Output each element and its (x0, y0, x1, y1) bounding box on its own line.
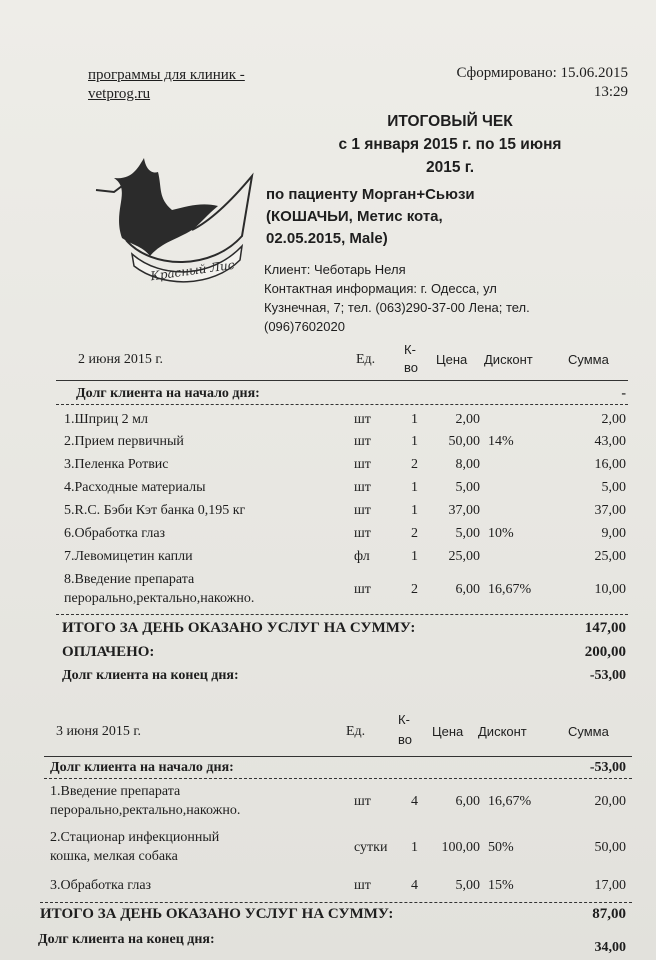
title-line-2: с 1 января 2015 г. по 15 июня (338, 136, 562, 153)
item-name-line-2: перорально,ректально,накожно. (64, 591, 255, 606)
item-unit: сутки (354, 840, 388, 855)
item-sum: 9,00 (601, 526, 626, 541)
item-sum: 37,00 (594, 503, 626, 518)
item-name: 2.Прием первичный (64, 434, 184, 449)
item-sum: 17,00 (594, 878, 626, 893)
item-sum: 50,00 (594, 840, 626, 855)
item-qty: 1 (411, 412, 418, 427)
col-unit: Ед. (346, 724, 366, 739)
item-qty: 4 (411, 878, 418, 893)
divider (56, 614, 628, 615)
item-unit: шт (354, 582, 371, 597)
item-qty: 1 (411, 549, 418, 564)
day2-debt-end-value: 34,00 (594, 940, 626, 955)
item-name: 1.Введение препарата (50, 784, 181, 799)
day1-debt-end-value: -53,00 (589, 668, 626, 683)
day1-total-label: ИТОГО ЗА ДЕНЬ ОКАЗАНО УСЛУГ НА СУММУ: (62, 620, 416, 636)
item-discount: 15% (488, 878, 514, 893)
divider (44, 778, 632, 779)
day2-debt-start-value: -53,00 (589, 760, 626, 775)
item-unit: фл (354, 549, 370, 564)
item-name: 4.Расходные материалы (64, 480, 206, 495)
item-sum: 43,00 (594, 434, 626, 449)
item-discount: 16,67% (488, 582, 532, 597)
item-price: 5,00 (455, 878, 480, 893)
title-line-1: ИТОГОВЫЙ ЧЕК (387, 113, 513, 130)
item-price: 2,00 (455, 412, 480, 427)
item-name: 6.Обработка глаз (64, 526, 166, 541)
item-qty: 1 (411, 434, 418, 449)
col-qty-1: К- (398, 712, 410, 727)
item-price: 37,00 (448, 503, 480, 518)
divider (40, 902, 632, 903)
item-qty: 2 (411, 526, 418, 541)
col-unit: Ед. (356, 352, 376, 367)
item-price: 50,00 (448, 434, 480, 449)
col-price: Цена (436, 352, 468, 367)
item-qty: 1 (411, 480, 418, 495)
vetprog-link[interactable] (88, 66, 245, 104)
item-name: 3.Пеленка Ротвис (64, 457, 169, 472)
item-price: 25,00 (448, 549, 480, 564)
item-name-line-2: кошка, мелкая собака (50, 849, 178, 864)
item-sum: 2,00 (601, 412, 626, 427)
patient-info (266, 184, 626, 250)
col-discount: Дисконт (478, 724, 527, 739)
col-discount: Дисконт (484, 352, 533, 367)
item-sum: 16,00 (594, 457, 626, 472)
item-unit: шт (354, 480, 371, 495)
item-name: 1.Шприц 2 мл (64, 412, 148, 427)
item-sum: 5,00 (601, 480, 626, 495)
item-unit: шт (354, 434, 371, 449)
item-price: 6,00 (455, 794, 480, 809)
col-sum: Сумма (568, 724, 609, 739)
item-sum: 25,00 (594, 549, 626, 564)
item-discount: 14% (488, 434, 514, 449)
item-discount: 16,67% (488, 794, 532, 809)
client-info (264, 260, 634, 336)
item-unit: шт (354, 878, 371, 893)
col-sum: Сумма (568, 352, 609, 367)
item-unit: шт (354, 503, 371, 518)
item-price: 100,00 (441, 840, 480, 855)
day1-debt-start-value: - (621, 386, 626, 401)
formed-time: 13:29 (593, 84, 628, 100)
title-line-3: 2015 г. (426, 159, 474, 176)
patient-line-1: по пациенту Морган+Сьюзи (266, 186, 475, 203)
item-sum: 10,00 (594, 582, 626, 597)
link-line-2: vetprog.ru (88, 86, 151, 102)
item-sum: 20,00 (594, 794, 626, 809)
item-qty: 2 (411, 582, 418, 597)
link-line-1: программы для клиник - (88, 67, 245, 83)
day2-total-label: ИТОГО ЗА ДЕНЬ ОКАЗАНО УСЛУГ НА СУММУ: (40, 906, 394, 922)
logo-text: Красный Лис (149, 257, 236, 284)
item-unit: шт (354, 526, 371, 541)
day2-total-value: 87,00 (592, 906, 626, 922)
patient-line-2: (КОШАЧЬИ, Метис кота, (266, 208, 443, 225)
item-discount: 50% (488, 840, 514, 855)
item-price: 5,00 (455, 480, 480, 495)
day2-debt-start-label: Долг клиента на начало дня: (50, 760, 234, 775)
day1-paid-value: 200,00 (584, 644, 626, 660)
item-qty: 4 (411, 794, 418, 809)
item-name: 5.R.C. Бэби Кэт банка 0,195 кг (64, 503, 246, 518)
divider (44, 756, 632, 757)
item-name: 3.Обработка глаз (50, 878, 152, 893)
formed-date (456, 64, 628, 102)
item-unit: шт (354, 412, 371, 427)
fox-logo-icon (92, 150, 262, 295)
day1-total-value: 147,00 (584, 620, 626, 636)
patient-line-3: 02.05.2015, Male) (266, 230, 388, 247)
col-qty-2: во (398, 732, 412, 747)
day2-debt-end-label: Долг клиента на конец дня: (38, 932, 215, 947)
item-qty: 1 (411, 503, 418, 518)
client-contact-1: Контактная информация: г. Одесса, ул (264, 281, 497, 296)
day1-debt-end-label: Долг клиента на конец дня: (62, 668, 239, 683)
item-name: 8.Введение препарата (64, 572, 195, 587)
item-unit: шт (354, 457, 371, 472)
item-price: 5,00 (455, 526, 480, 541)
day1-paid-label: ОПЛАЧЕНО: (62, 644, 155, 660)
day1-debt-start-label: Долг клиента на начало дня: (76, 386, 260, 401)
client-name: Клиент: Чеботарь Неля (264, 262, 406, 277)
col-qty-2: во (404, 360, 418, 375)
divider (56, 380, 628, 381)
divider (56, 404, 628, 405)
item-name-line-2: перорально,ректально,накожно. (50, 803, 241, 818)
receipt-title (270, 110, 630, 179)
item-qty: 2 (411, 457, 418, 472)
day1-date: 2 июня 2015 г. (78, 352, 164, 367)
item-price: 6,00 (455, 582, 480, 597)
formed-label: Сформировано: 15.06.2015 (456, 65, 628, 81)
item-qty: 1 (411, 840, 418, 855)
item-price: 8,00 (455, 457, 480, 472)
client-contact-2: Кузнечная, 7; тел. (063)290-37-00 Лена; тел. (264, 300, 530, 315)
col-price: Цена (432, 724, 464, 739)
item-unit: шт (354, 794, 371, 809)
item-name: 7.Левомицетин капли (64, 549, 193, 564)
item-name: 2.Стационар инфекционный (50, 830, 220, 845)
col-qty-1: К- (404, 342, 416, 357)
day2-date: 3 июня 2015 г. (56, 724, 142, 739)
client-contact-3: (096)7602020 (264, 319, 345, 334)
item-discount: 10% (488, 526, 514, 541)
